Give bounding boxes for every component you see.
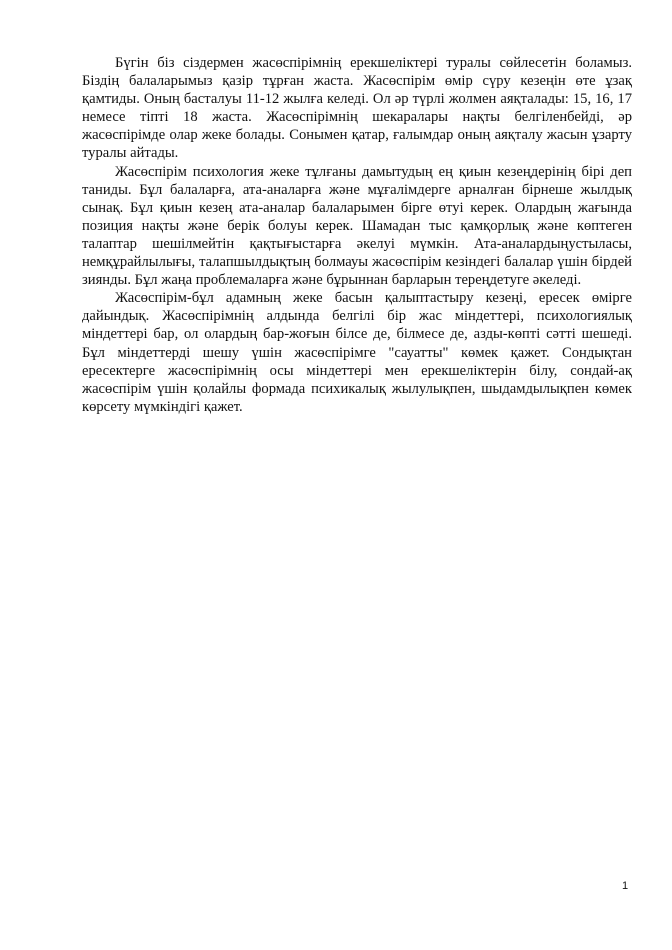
paragraph: Жасөспірім психология жеке тұлғаны дамытудың ең қиын кезеңдерінің бірі деп таниды. Бұл балаларға, ата-аналарға және мұғалімдерге арналған бірнеше жылдық сынақ. Бұл қиын кезең ата-аналар балаларымен бірге өтуі керек. Олардың жағында позиция нақты және берік болуы керек. Шамадан тыс қамқорлық және көптеген талаптар шешілмейтін қақтығыстарға әкелуі мүмкін. Ата-аналардыңустыласы, немқұрайлылығы, талапшылдықтың болмауы жасөспірім кезіндегі балалар үшін бірдей зиянды. Бұл жаңа проблемаларға және бұрыннан барларын тереңдетуге әкеледі.: [82, 163, 632, 289]
page-number: 1: [622, 880, 629, 892]
document-body: [82, 54, 632, 416]
paragraph: Бүгін біз сіздермен жасөспірімнің ерекшеліктері туралы сөйлесетін боламыз. Біздің балаларымыз қазір тұрған жаста. Жасөспірім өмір сүру кезеңін өте ұзақ қамтиды. Оның басталуы 11-12 жылға келеді. Ол әр түрлі жолмен аяқталады: 15, 16, 17 немесе тіпті 18 жаста. Жасөспірімнің шекаралары нақты белгіленбейді, әр жасөспірімде олар жеке болады. Сонымен қатар, ғалымдар оның аяқталу жасын ұзарту туралы айтады.: [82, 55, 632, 162]
paragraph: Жасөспірім-бұл адамның жеке басын қалыптастыру кезеңі, ересек өмірге дайындық. Жасөспірімнің алдында белгілі бір жас міндеттері, психологиялық міндеттері бар, ол олардың бар-жоғын білсе де, білмесе де, азды-көпті сәтті шешеді. Бұл міндеттерді шешу үшін жасөспірімге "сауатты" көмек қажет. Сондықтан ересектерге жасөспірімнің осы міндеттері мен ерекшеліктерін білу, сондай-ақ жасөспірім үшін қолайлы формада психикалық жылулықпен, шыдамдылықпен көмек көрсету мүмкіндігі қажет.: [82, 290, 632, 415]
